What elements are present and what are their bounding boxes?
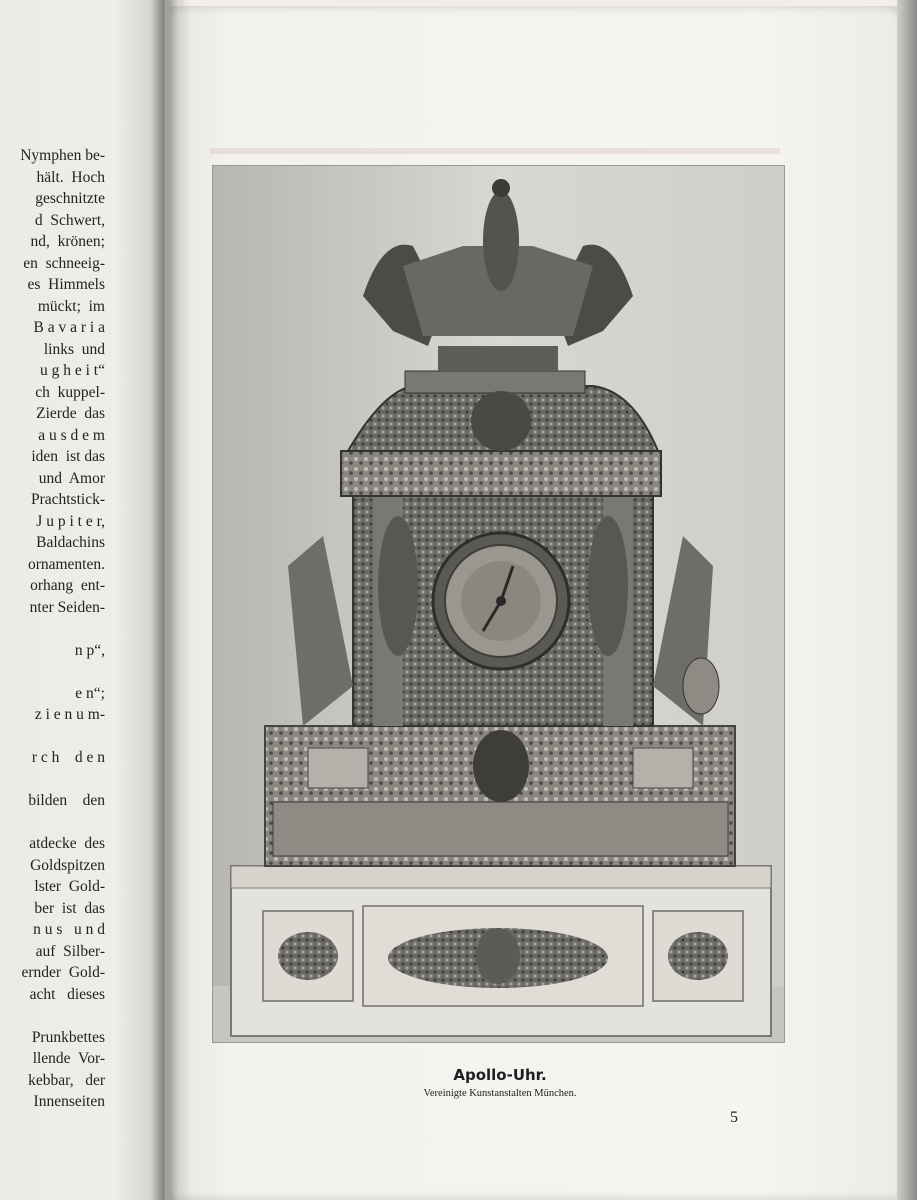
book-gutter bbox=[150, 0, 190, 1200]
left-page-text bbox=[20, 145, 105, 1113]
left-page-line: Innenseiten bbox=[33, 1093, 105, 1110]
left-page-line: Goldspitzen bbox=[30, 856, 105, 874]
left-page-line: atdecke des bbox=[29, 835, 105, 852]
left-page-line: nd, krönen; bbox=[30, 233, 105, 250]
left-page-line bbox=[20, 618, 105, 640]
left-page-line: Prunkbettes bbox=[31, 1028, 105, 1046]
left-page-line: d Schwert, bbox=[34, 211, 105, 229]
left-page-line: a u s d e m bbox=[38, 426, 105, 444]
clock-photograph bbox=[212, 165, 785, 1043]
left-page-line: z i e n u m- bbox=[34, 706, 105, 723]
left-page-line bbox=[20, 769, 105, 791]
left-page-line: geschnitzte bbox=[35, 190, 105, 207]
left-page-line: B a v a r i a bbox=[33, 319, 105, 336]
left-page-line: Prachtstick- bbox=[30, 491, 105, 508]
left-page-line: en schneeig- bbox=[23, 254, 105, 272]
left-page-line: llende Vor- bbox=[32, 1050, 105, 1067]
left-page-line: nter Seiden- bbox=[29, 598, 105, 616]
left-page-line: iden ist das bbox=[31, 448, 105, 465]
left-page-line: ber ist das bbox=[34, 899, 105, 917]
left-page-line bbox=[20, 726, 105, 748]
left-page-line: Zierde das bbox=[36, 405, 105, 422]
left-page-line: links und bbox=[43, 340, 105, 358]
left-page-line: acht dieses bbox=[29, 985, 105, 1003]
left-page-line bbox=[20, 661, 105, 683]
apollo-clock-illustration bbox=[213, 166, 784, 1042]
left-page-line bbox=[20, 812, 105, 834]
left-page-line: J u p i t e r, bbox=[36, 512, 105, 530]
left-page-line: ornamenten. bbox=[27, 555, 105, 573]
left-page bbox=[0, 0, 165, 1200]
left-page-line: hält. Hoch bbox=[36, 168, 105, 186]
left-page-line: ch kuppel- bbox=[35, 383, 105, 401]
page-edge bbox=[897, 0, 917, 1200]
page-stain bbox=[210, 148, 780, 154]
left-page-line: Nymphen be- bbox=[20, 147, 105, 164]
left-page-line: bilden den bbox=[28, 792, 105, 809]
left-page-line: mückt; im bbox=[37, 297, 105, 315]
left-page-line: lster Gold- bbox=[34, 878, 105, 895]
left-page-line: und Amor bbox=[38, 469, 105, 487]
left-page-line: auf Silber- bbox=[35, 942, 105, 960]
page-number: 5 bbox=[730, 1109, 738, 1126]
left-page-line: r c h d e n bbox=[31, 749, 105, 766]
left-page-line: kebbar, der bbox=[28, 1071, 105, 1089]
caption-title: Apollo-Uhr. bbox=[453, 1066, 547, 1084]
left-page-line: Baldachins bbox=[36, 534, 105, 551]
left-page-line bbox=[20, 1005, 105, 1027]
caption-subtitle: Vereinigte Kunstanstalten München. bbox=[423, 1088, 577, 1099]
left-page-line: orhang ent- bbox=[30, 577, 105, 594]
left-page-line: ernder Gold- bbox=[21, 964, 105, 981]
left-page-line: es Himmels bbox=[27, 276, 105, 293]
left-page-line: n u s u n d bbox=[33, 921, 105, 938]
left-page-line: n p“, bbox=[74, 641, 105, 659]
left-page-line: u g h e i t“ bbox=[40, 362, 105, 379]
left-page-line: e n“; bbox=[75, 684, 105, 702]
